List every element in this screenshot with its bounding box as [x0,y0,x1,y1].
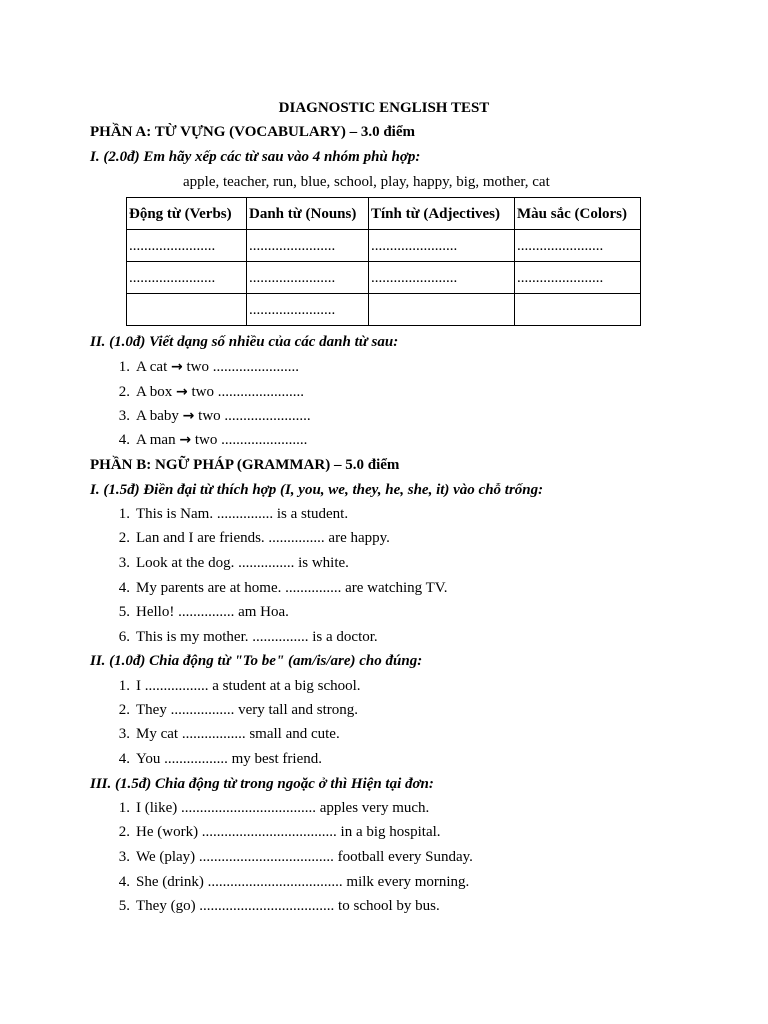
arrow-right-icon: → [179,432,192,448]
table-cell[interactable]: ....................... [515,230,641,262]
table-cell[interactable]: ....................... [247,230,369,262]
item-text: A baby [136,408,179,424]
list-item [106,406,311,426]
item-number: 4. [118,432,130,448]
item-text: They ................. very tall and strong. [136,702,359,718]
item-text: This is Nam. ............... is a student. [136,506,349,522]
item-answer-blank[interactable]: two ....................... [194,432,308,448]
list-item [106,357,299,377]
part-b-section-2-heading: II. (1.0đ) Chia động từ "To be" (am/is/are) cho đúng: [90,653,423,669]
item-number: 1. [118,359,130,375]
item-number: 2. [118,384,130,400]
item-text: Hello! ............... am Hoa. [136,604,289,620]
item-number: 1. [118,678,130,694]
part-b-section-1-heading: I. (1.5đ) Điền đại từ thích hợp (I, you, we, they, he, she, it) vào chỗ trống: [90,482,544,498]
part-b-heading: PHẦN B: NGỮ PHÁP (GRAMMAR) – 5.0 điểm [90,457,400,473]
list-item[interactable] [106,528,390,548]
item-number: 1. [118,800,130,816]
table-header-cell: Động từ (Verbs) [127,198,247,230]
item-number: 2. [118,824,130,840]
table-cell[interactable] [515,294,641,326]
list-item [106,382,304,402]
part-a-section-2-heading: II. (1.0đ) Viết dạng số nhiều của các danh từ sau: [90,334,399,350]
list-item[interactable] [106,676,361,696]
document-title: DIAGNOSTIC ENGLISH TEST [278,100,490,116]
list-item[interactable] [106,602,289,622]
list-item[interactable] [106,822,441,842]
item-text: Lan and I are friends. ............... are happy. [136,530,390,546]
list-item[interactable] [106,504,348,524]
table-cell[interactable]: ....................... [127,230,247,262]
item-text: My cat ................. small and cute. [136,726,340,742]
item-number: 2. [118,702,130,718]
part-a-heading: PHẦN A: TỪ VỰNG (VOCABULARY) – 3.0 điểm [90,124,415,140]
item-number: 4. [118,874,130,890]
item-number: 6. [118,629,130,645]
item-text: This is my mother. ............... is a doctor. [136,629,378,645]
table-cell[interactable]: ....................... [515,262,641,294]
part-a-section-1-heading: I. (2.0đ) Em hãy xếp các từ sau vào 4 nhóm phù hợp: [90,149,421,165]
item-answer-blank[interactable]: two ....................... [191,384,304,400]
item-number: 3. [118,555,130,571]
table-row [127,294,641,326]
vocabulary-table [126,197,641,326]
arrow-right-icon: → [171,359,183,375]
list-item[interactable] [106,872,469,892]
list-item[interactable] [106,553,349,573]
item-text: They (go) .................................... to school by bus. [136,898,440,914]
word-list: apple, teacher, run, blue, school, play, happy, big, mother, cat [183,174,550,190]
table-header-row [127,198,641,230]
table-row [127,230,641,262]
list-item[interactable] [106,847,473,867]
item-text: I (like) .................................... apples very much. [136,800,430,816]
item-text: You ................. my best friend. [136,751,322,767]
item-answer-blank[interactable]: two ....................... [198,408,311,424]
item-text: I ................. a student at a big school. [136,678,361,694]
item-number: 5. [118,604,130,620]
table-cell[interactable] [369,294,515,326]
item-number: 2. [118,530,130,546]
item-number: 1. [118,506,130,522]
list-item[interactable] [106,896,440,916]
item-number: 3. [118,408,130,424]
table-cell[interactable]: ....................... [247,294,369,326]
table-cell[interactable]: ....................... [247,262,369,294]
item-text: She (drink) .................................... milk every morning. [136,874,470,890]
item-number: 5. [118,898,130,914]
list-item[interactable] [106,749,322,769]
list-item[interactable] [106,627,378,647]
table-row [127,262,641,294]
arrow-right-icon: → [176,384,188,400]
table-header-cell: Danh từ (Nouns) [247,198,369,230]
list-item[interactable] [106,798,429,818]
part-b-section-3-heading: III. (1.5đ) Chia động từ trong ngoặc ở thì Hiện tại đơn: [90,776,434,792]
table-cell[interactable]: ....................... [369,230,515,262]
table-header-cell: Tính từ (Adjectives) [369,198,515,230]
list-item [106,430,307,450]
table-cell[interactable] [127,294,247,326]
table-header-cell: Màu sắc (Colors) [515,198,641,230]
table-cell[interactable]: ....................... [127,262,247,294]
table-cell[interactable]: ....................... [369,262,515,294]
list-item[interactable] [106,724,340,744]
item-number: 4. [118,580,130,596]
item-number: 3. [118,726,130,742]
item-text: A cat [136,359,168,375]
item-text: We (play) .................................... football every Sunday. [136,849,473,865]
item-text: A man [136,432,176,448]
item-text: Look at the dog. ............... is white. [136,555,349,571]
item-number: 3. [118,849,130,865]
item-answer-blank[interactable]: two ....................... [186,359,299,375]
item-text: My parents are at home. ............... are watching TV. [136,580,448,596]
list-item[interactable] [106,700,358,720]
list-item[interactable] [106,578,447,598]
item-text: A box [136,384,173,400]
item-number: 4. [118,751,130,767]
arrow-right-icon: → [182,408,195,424]
item-text: He (work) .................................... in a big hospital. [136,824,441,840]
